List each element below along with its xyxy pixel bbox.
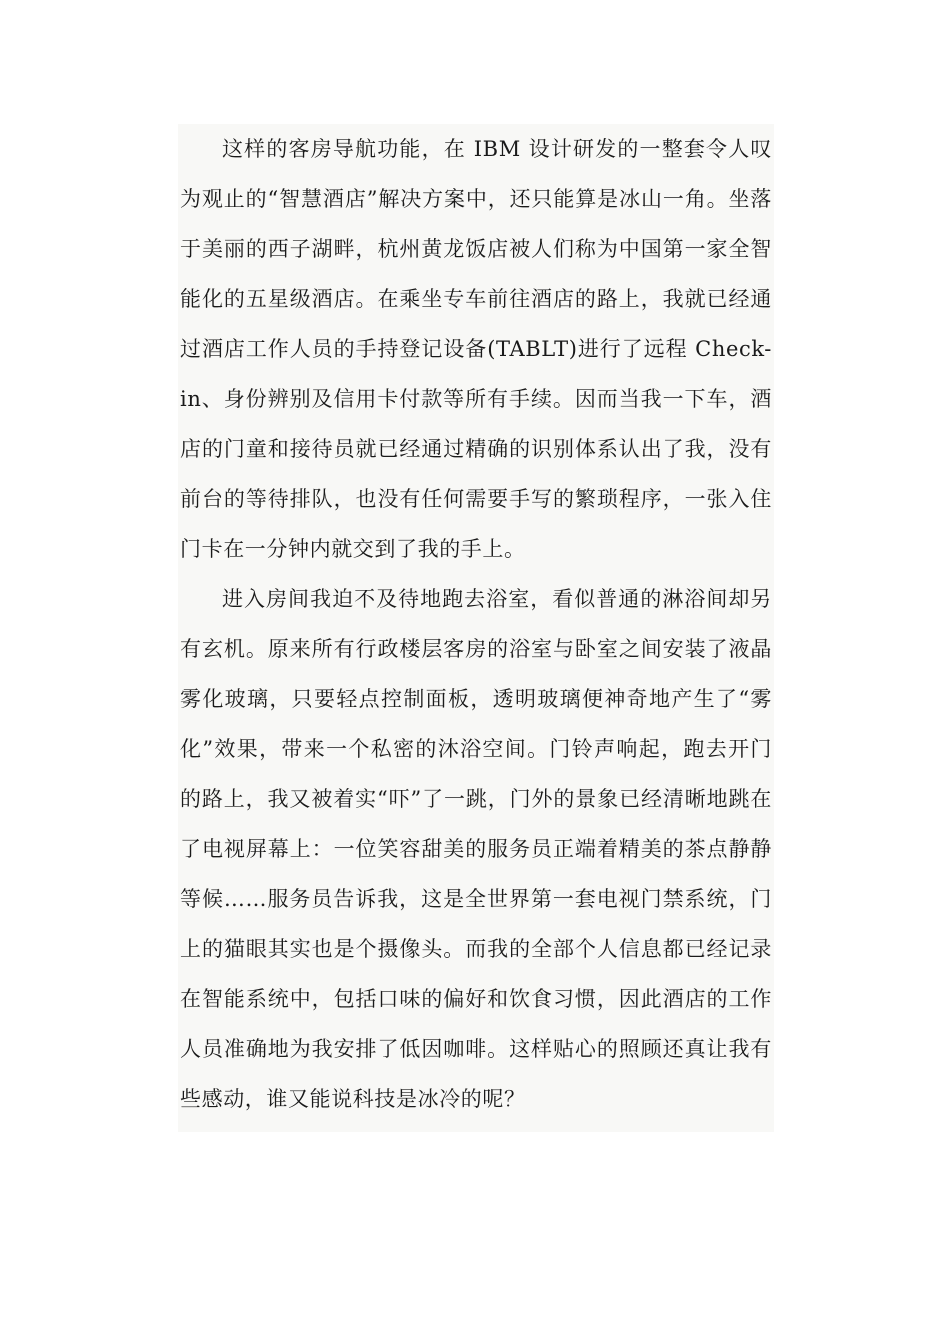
paragraph-2: 进入房间我迫不及待地跑去浴室，看似普通的淋浴间却另有玄机。原来所有行政楼层客房的浴室与卧室之间安装了液晶雾化玻璃，只要轻点控制面板，透明玻璃便神奇地产生了“雾化”效果，带来一个私密的沐浴空间。门铃声响起，跑去开门的路上，我又被着实“吓”了一跳，门外的景象已经清晰地跳在了电视屏幕上：一位笑容甜美的服务员正端着精美的茶点静静等候……服务员告诉我，这是全世界第一套电视门禁系统，门上的猫眼其实也是个摄像头。而我的全部个人信息都已经记录在智能系统中，包括口味的偏好和饮食习惯，因此酒店的工作人员准确地为我安排了低因咖啡。这样贴心的照顾还真让我有些感动，谁又能说科技是冰冷的呢？ — [180, 587, 772, 1111]
article-body — [178, 124, 774, 1132]
paragraph-1: 这样的客房导航功能，在 IBM 设计研发的一整套令人叹为观止的“智慧酒店”解决方案中，还只能算是冰山一角。坐落于美丽的西子湖畔，杭州黄龙饭店被人们称为中国第一家全智能化的五星级酒店。在乘坐专车前往酒店的路上，我就已经通过酒店工作人员的手持登记设备(TABLT)进行了远程 Check-in、身份辨别及信用卡付款等所有手续。因而当我一下车，酒店的门童和接待员就已经通过精确的识别体系认出了我，没有前台的等待排队，也没有任何需要手写的繁琐程序，一张入住门卡在一分钟内就交到了我的手上。 — [180, 137, 772, 561]
